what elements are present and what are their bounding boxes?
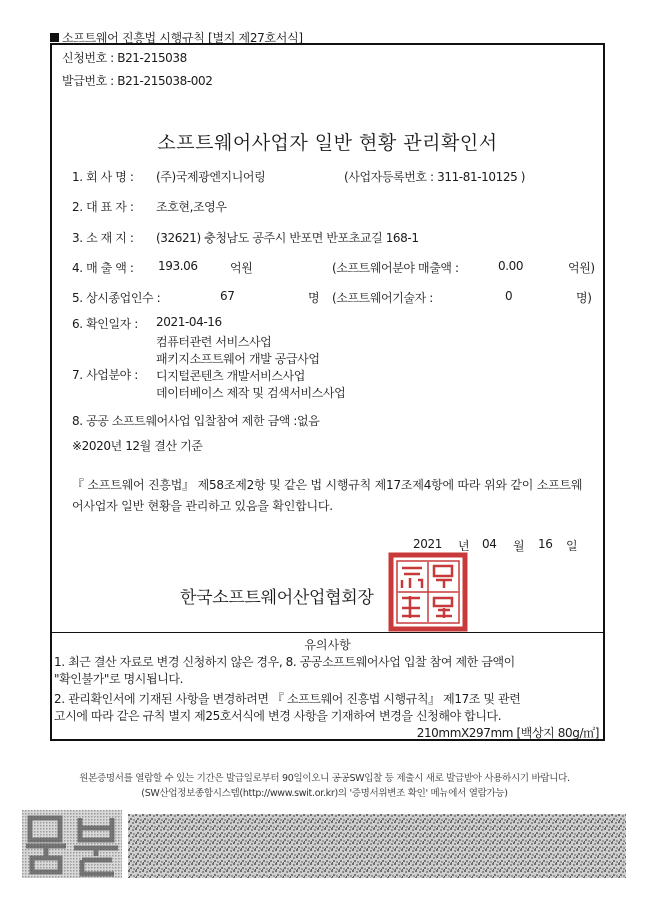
settlement-basis: ※2020년 12월 결산 기준	[72, 439, 203, 453]
confirm-date-label: 6. 확인일자 :	[72, 317, 138, 331]
business-field-3: 디지털콘텐츠 개발서비스사업	[156, 369, 305, 383]
footnote-validity: 원본증명서를 열람할 수 있는 기간은 발급일로부터 90일이오니 공공SW입찰 등 제출시 새로 발급받아 사용하시기 바랍니다.	[79, 773, 570, 784]
notice-line-4: 고시에 따라 같은 규칙 별지 제25호서식에 변경 사항을 기재하여 변경을 신청해야 합니다.	[54, 709, 502, 723]
ceo-name: 조호현,조영우	[156, 200, 227, 214]
sw-tech-value: 0	[505, 289, 513, 303]
square-bullet-icon	[50, 33, 59, 42]
address-label: 3. 소 재 지 :	[72, 231, 134, 245]
sw-tech-label: (소프트웨어기술자 :	[332, 291, 433, 305]
issuer-name: 한국소프트웨어산업협회장	[180, 588, 374, 608]
sales-value: 193.06	[158, 259, 198, 273]
official-seal-icon	[388, 552, 468, 632]
sales-label: 4. 매 출 액 :	[72, 261, 134, 275]
original-stamp-icon	[22, 810, 122, 878]
ceo-label: 2. 대 표 자 :	[72, 200, 134, 214]
business-field-2: 패키지소프트웨어 개발 공급사업	[156, 352, 320, 366]
form-label: 소프트웨어 진흥법 시행규칙 [별지 제27호서식]	[50, 29, 303, 46]
business-field-label: 7. 사업분야 :	[72, 368, 138, 382]
notice-title: 유의사항	[304, 638, 351, 652]
security-pattern-icon	[128, 814, 626, 878]
sales-unit: 억원	[230, 261, 253, 275]
notice-line-2: "확인불가"로 명시됩니다.	[54, 672, 183, 686]
sw-sales-unit: 억원)	[568, 261, 595, 275]
date-year-unit: 년	[458, 539, 470, 553]
certificate-frame	[50, 43, 605, 741]
security-strip	[22, 810, 626, 878]
notice-line-3: 2. 관리확인서에 기재된 사항을 변경하려면 『 소프트웨어 진흥법 시행규칙』 제17조 및 관련	[54, 692, 521, 706]
sw-tech-unit: 명)	[576, 291, 592, 305]
employees-value: 67	[220, 289, 235, 303]
confirmation-statement: 『 소프트웨어 진흥법』 제58조제2항 및 같은 법 시행규칙 제17조제4항에 따라 위와 같이 소프트웨어사업자 일반 현황을 관리하고 있음을 확인합니다.	[72, 478, 583, 513]
company-label: 1. 회 사 명 :	[72, 170, 134, 184]
business-registration-number: (사업자등록번호 : 311-81-10125 )	[344, 170, 526, 184]
bid-limit: 8. 공공 소프트웨어사업 입찰참여 제한 금액 :없음	[72, 414, 320, 428]
date-month-unit: 월	[513, 539, 525, 553]
document-title: 소프트웨어사업자 일반 현황 관리확인서	[157, 132, 498, 154]
date-day: 16	[538, 537, 553, 551]
address: (32621) 충청남도 공주시 반포면 반포초교길 168-1	[156, 231, 419, 245]
paper-spec: 210mmX297mm [백상지 80g/㎡]	[416, 726, 599, 740]
employees-unit: 명	[308, 291, 320, 305]
footnote-verify: (SW산업정보종합시스템(http://www.swit.or.kr)의 '증명서위변조 확인' 메뉴에서 열람가능)	[141, 788, 508, 799]
confirm-date: 2021-04-16	[156, 315, 222, 329]
company-name: (주)국제광엔지니어링	[156, 170, 266, 184]
notice-line-1: 1. 최근 결산 자료로 변경 신청하지 않은 경우, 8. 공공소프트웨어사업 입찰 참여 제한 금액이	[54, 655, 515, 669]
date-day-unit: 일	[566, 539, 578, 553]
date-month: 04	[482, 537, 497, 551]
notice-section	[52, 632, 603, 740]
date-year: 2021	[413, 537, 442, 551]
business-field-1: 컴퓨터관련 서비스사업	[156, 335, 272, 349]
business-field-4: 데이터베이스 제작 및 검색서비스사업	[156, 386, 346, 400]
sw-sales-label: (소프트웨어분야 매출액 :	[332, 261, 459, 275]
employees-label: 5. 상시종업인수 :	[72, 291, 161, 305]
application-number: 신청번호 : B21-215038	[62, 51, 187, 65]
issue-number: 발급번호 : B21-215038-002	[62, 74, 213, 88]
sw-sales-value: 0.00	[498, 259, 524, 273]
